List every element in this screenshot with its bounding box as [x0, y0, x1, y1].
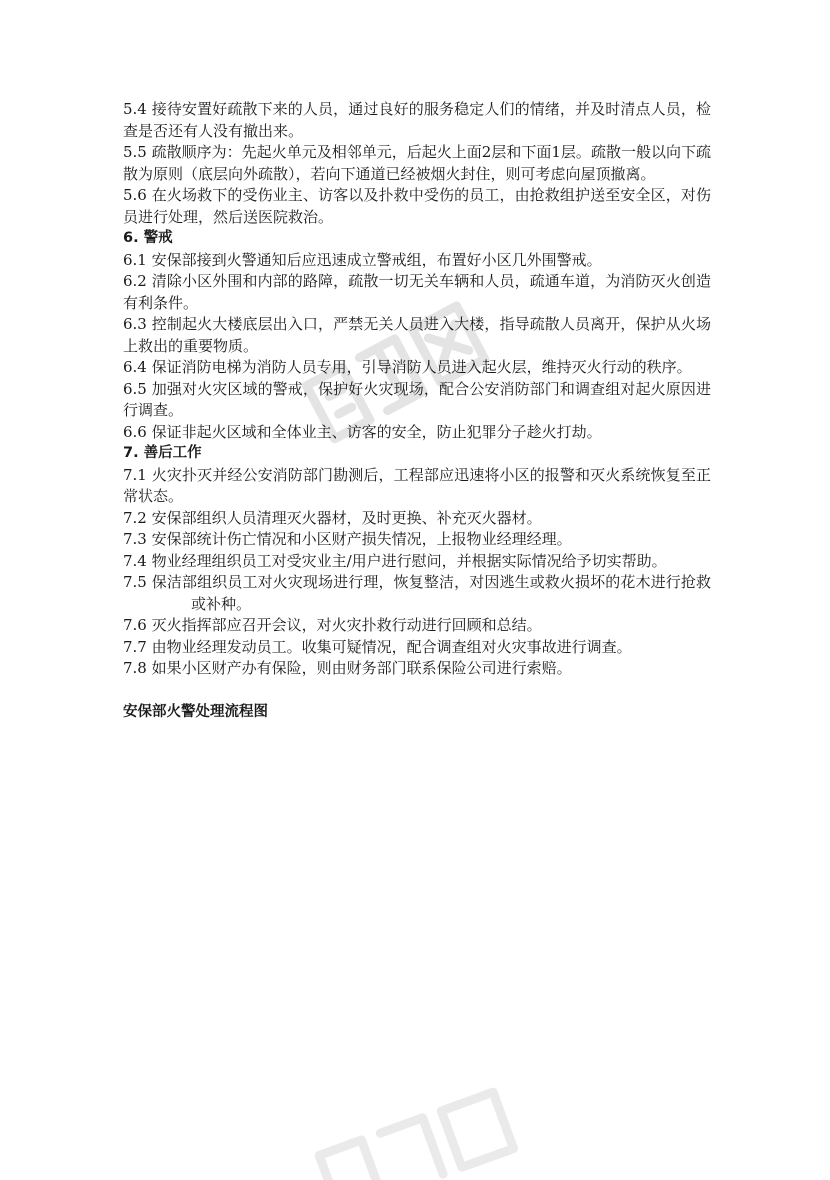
paragraph-6-1: 6.1 安保部接到火警通知后应迅速成立警戒组，布置好小区几外围警戒。 [123, 250, 602, 269]
paragraph-7-4: 7.4 物业经理组织员工对受灾业主/用户进行慰问，并根据实际情况给予切实帮助。 [123, 551, 667, 570]
paragraph-7-2: 7.2 安保部组织人员清理灭火器材，及时更换、补充灭火器材。 [123, 508, 542, 527]
paragraph-6-2: 6.2 清除小区外围和内部的路障，疏散一切无关车辆和人员，疏通车道，为消防灭火创造有利条件。 [123, 272, 711, 312]
paragraph-7-5-start: 7.5 保洁部组织员工对火灾现场进行理，恢复整洁，对因逃生或救火损坏的花木进行抢救 [123, 573, 711, 591]
paragraph-7-6: 7.6 灭火指挥部应召开会议，对火灾扑救行动进行回顾和总结。 [123, 616, 542, 634]
section-heading-7: 7. 善后工作 [123, 445, 202, 461]
paragraph-7-8: 7.8 如果小区财产办有保险，则由财务部门联系保险公司进行索赔。 [123, 659, 572, 677]
paragraph-5-4: 5.4 接待安置好疏散下来的人员，通过良好的服务稳定人们的情绪，并及时清点人员，检查是否还有人没有撤出来。 [123, 100, 711, 140]
watermark-bottom [280, 1060, 560, 1180]
flowchart-title: 安保部火警处理流程图 [123, 703, 268, 720]
section-heading-6: 6. 警戒 [123, 230, 173, 246]
paragraph-7-5-end: 或补种。 [191, 594, 252, 613]
paragraph-6-3: 6.3 控制起火大楼底层出入口，严禁无关人员进入大楼，指导疏散人员离开，保护从火场上救出的重要物质。 [123, 315, 711, 355]
paragraph-5-6: 5.6 在火场救下的受伤业主、访客以及扑救中受伤的员工，由抢救组护送至安全区，对伤员进行处理，然后送医院救治。 [123, 186, 711, 226]
paragraph-7-7: 7.7 由物业经理发动员工。收集可疑情况，配合调查组对火灾事故进行调查。 [123, 637, 632, 656]
paragraph-7-5 [123, 572, 711, 615]
paragraph-7-1: 7.1 火灾扑灭并经公安消防部门勘测后，工程部应迅速将小区的报警和灭火系统恢复至正常状态。 [123, 465, 711, 505]
paragraph-6-5: 6.5 加强对火灾区域的警戒，保护好火灾现场，配合公安消防部门和调查组对起火原因进行调查。 [123, 379, 711, 419]
paragraph-6-6: 6.6 保证非起火区域和全体业主、访客的安全，防止犯罪分子趁火打劫。 [123, 422, 602, 441]
paragraph-6-4: 6.4 保证消防电梯为消防人员专用，引导消防人员进入起火层，维持灭火行动的秩序。 [123, 358, 692, 376]
document-body [123, 99, 711, 723]
paragraph-7-3: 7.3 安保部统计伤亡情况和小区财产损失情况，上报物业经理经理。 [123, 530, 572, 548]
paragraph-5-5: 5.5 疏散顺序为：先起火单元及相邻单元，后起火上面2层和下面1层。疏散一般以向下疏散为原则（底层向外疏散），若向下通道已经被烟火封住，则可考虑向屋顶撤离。 [123, 143, 711, 183]
